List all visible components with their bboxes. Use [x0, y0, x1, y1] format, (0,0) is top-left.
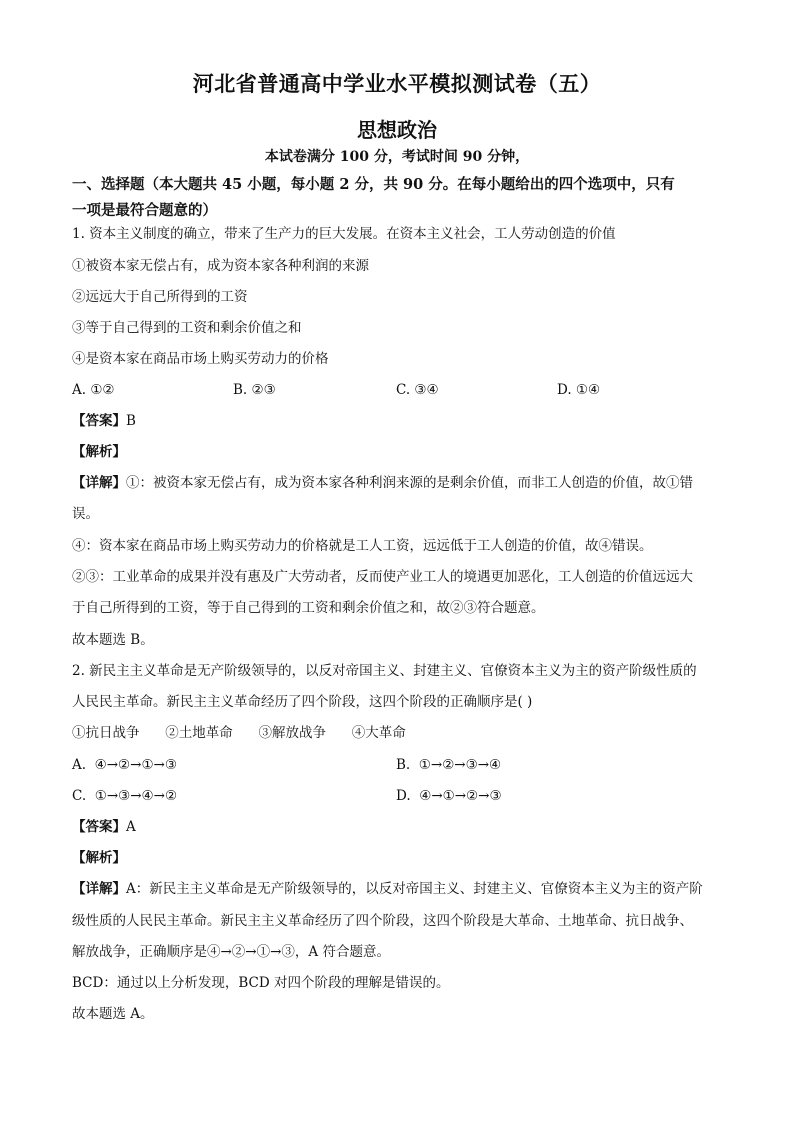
q2-detail-4: BCD：通过以上分析发现，BCD 对四个阶段的理解是错误的。 — [72, 975, 450, 991]
q1-statement-3: ③等于自己得到的工资和剩余价值之和 — [72, 320, 302, 336]
q1-answer — [72, 411, 732, 431]
q1-statement-4: ④是资本家在商品市场上购买劳动力的价格 — [72, 351, 329, 367]
exam-title: 河北省普通高中学业水平模拟测试卷（五） — [192, 71, 602, 96]
q1-option-c: C. ③④ — [396, 382, 439, 398]
q2-stem-2: 人民民主革命。新民主主义革命经历了四个阶段，这四个阶段的正确顺序是( ) — [72, 694, 533, 710]
q2-option-c: C. ①→③→④→② — [72, 788, 178, 804]
q1-analysis-heading: 【解析】 — [72, 444, 126, 460]
q1-conclusion: 故本题选 B。 — [72, 632, 154, 648]
q2-answer-value: A — [126, 819, 136, 835]
answer-tag: 【答案】 — [72, 819, 126, 835]
q2-items: ①抗日战争 ②土地革命 ③解放战争 ④大革命 — [72, 725, 406, 741]
q2-answer — [72, 817, 732, 837]
q2-stem-1: 2. 新民主主义革命是无产阶级领导的，以反对帝国主义、封建主义、官僚资本主义为主的资产阶级性质的 — [72, 663, 697, 679]
exam-info: 本试卷满分 100 分，考试时间 90 分钟， — [264, 149, 530, 165]
detail-tag: 【详解】 — [72, 881, 126, 897]
q2-detail-1-text: A：新民主主义革命是无产阶级领导的，以反对帝国主义、封建主义、官僚资本主义为主的资产阶 — [126, 881, 703, 897]
q1-detail-1-text: ①：被资本家无偿占有，成为资本家各种利润来源的是剩余价值，而非工人创造的价值，故①错 — [126, 475, 693, 491]
q1-option-d: D. ①④ — [557, 382, 601, 398]
q1-detail-4: ②③：工业革命的成果并没有惠及广大劳动者，反而使产业工人的境遇更加恶化，工人创造的价值远远大 — [72, 569, 693, 585]
q1-statement-2: ②远远大于自己所得到的工资 — [72, 289, 248, 305]
q1-answer-value: B — [126, 413, 136, 429]
q2-option-d: D. ④→①→②→③ — [396, 788, 502, 804]
section-heading — [72, 172, 732, 224]
section-heading-line-2: 一项是最符合题意的） — [72, 202, 217, 219]
q1-detail-5: 于自己所得到的工资，等于自己得到的工资和剩余价值之和，故②③符合题意。 — [72, 600, 545, 616]
q1-detail-2: 误。 — [72, 506, 99, 522]
answer-tag: 【答案】 — [72, 413, 126, 429]
q1-detail-1 — [72, 473, 732, 493]
q2-detail-2: 级性质的人民民主革命。新民主主义革命经历了四个阶段，这四个阶段是大革命、土地革命、抗日战争、 — [72, 913, 693, 929]
q2-conclusion: 故本题选 A。 — [72, 1006, 154, 1022]
q2-detail-3: 解放战争，正确顺序是④→②→①→③，A 符合题意。 — [72, 944, 390, 960]
q1-statement-1: ①被资本家无偿占有，成为资本家各种利润的来源 — [72, 258, 369, 274]
q2-option-a: A. ④→②→①→③ — [72, 757, 177, 773]
q2-option-b: B. ①→②→③→④ — [396, 757, 502, 773]
q1-stem: 1. 资本主义制度的确立，带来了生产力的巨大发展。在资本主义社会，工人劳动创造的价值 — [72, 226, 616, 242]
subject-title: 思想政治 — [357, 118, 437, 142]
q2-detail-1 — [72, 879, 732, 899]
q1-detail-3: ④：资本家在商品市场上购买劳动力的价格就是工人工资，远远低于工人创造的价值，故④错误。 — [72, 538, 653, 554]
q2-analysis-heading: 【解析】 — [72, 850, 126, 866]
q1-option-a: A. ①② — [72, 382, 115, 398]
detail-tag: 【详解】 — [72, 475, 126, 491]
section-heading-line-1: 一、选择题（本大题共 45 小题，每小题 2 分，共 90 分。在每小题给出的四个选项中，只有 — [72, 176, 675, 193]
q1-option-b: B. ②③ — [233, 382, 276, 398]
